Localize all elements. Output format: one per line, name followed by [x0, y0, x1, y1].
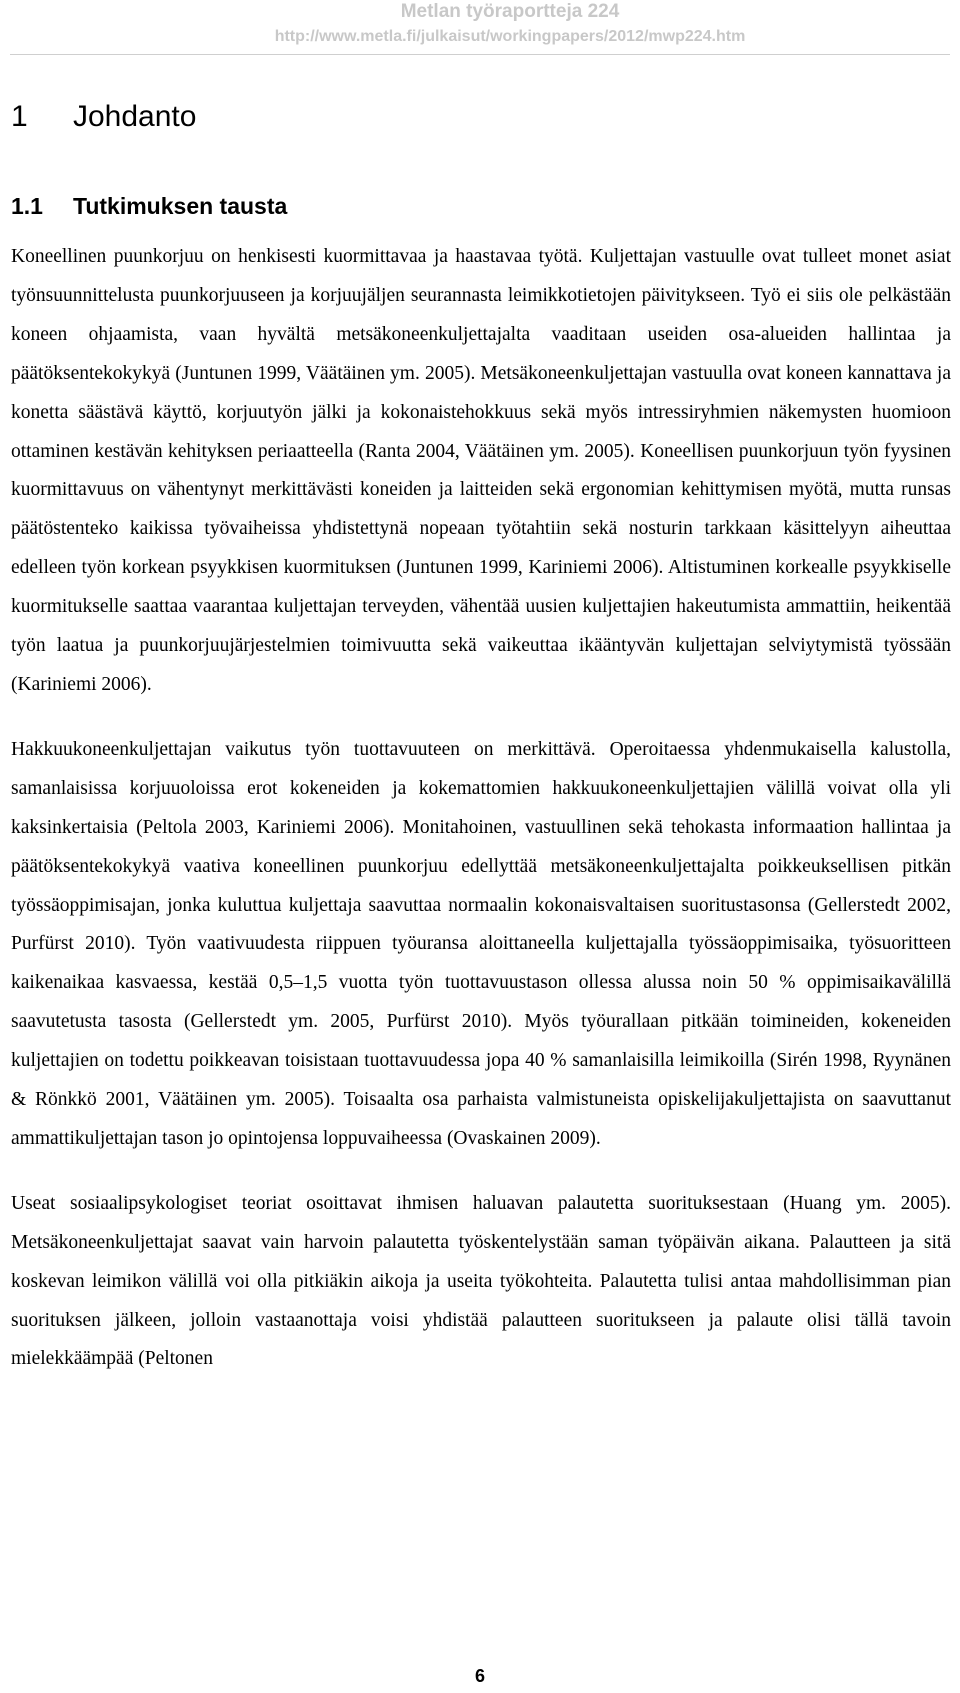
section-title: Tutkimuksen tausta	[73, 193, 288, 219]
series-title: Metlan työraportteja 224	[400, 1, 620, 22]
paragraph-2: Hakkuukoneenkuljettajan vaikutus työn tuottavuuteen on merkittävä. Operoitaessa yhdenmukaisella kalustolla, samanlaisissa korjuuoloissa erot kokeneiden ja kokemattomien hakkuukoneenkuljettajien välillä voivat olla yli kaksinkertaisia (Peltola 2003, Kariniemi 2006). Monitahoinen, vastuullinen sekä tehokasta informaation hallintaa ja päätöksentekokykyä vaativa koneellinen puunkorjuu edellyttää metsäkoneenkuljettajalta poikkeuksellisen pitkän työssäoppimisajan, jonka kuluttua kuljettaja saavuttaa normaalin kokonaisvaltaisen suoritustasonsa (Gellerstedt 2002, Purfürst 2010). Työn vaativuudesta riippuen työuransa aloittaneella kuljettajalla työssäoppimisaika, työsuoritteen kaikenaikaa kasvaessa, kestää 0,5–1,5 vuotta työn tuottavuustason ollessa alussa noin 50 % oppimisaikavälillä saavutetusta tasosta (Gellerstedt ym. 2005, Purfürst 2010). Myös työurallaan pitkään toimineiden, kokeneiden kuljettajien on todettu poikkeavan toisistaan tuottavuudessa jopa 40 % samanlaisilla leimikoilla (Sirén 1998, Ryynänen & Rönkkö 2001, Väätäinen ym. 2005). Toisaalta osa parhaista valmistuneista opiskelijakuljettajista on saavuttanut ammattikuljettajan tason jo opintojensa loppuvaiheessa (Ovaskainen 2009).	[11, 738, 951, 1149]
page-header	[0, 0, 960, 45]
paragraph-3: Useat sosiaalipsykologiset teoriat osoittavat ihmisen haluavan palautetta suorituksestaan (Huang ym. 2005). Metsäkoneenkuljettajat saavat vain harvoin palautetta työskentelystään saman työpäivän aikana. Palautteen ja sitä koskevan leimikon välillä voi olla pitkiäkin aikoja ja useita työkohteita. Palautetta tulisi antaa mahdollisimman pian suorituksen jälkeen, jolloin vastaanottaja voisi yhdistää palautteen suoritukseen ja palaute olisi tällä tavoin mielekkäämpää (Peltonen	[11, 1192, 951, 1370]
chapter-number: 1	[11, 100, 28, 133]
chapter-title: Johdanto	[73, 100, 197, 133]
series-url[interactable]: http://www.metla.fi/julkaisut/workingpapers/2012/mwp224.htm	[274, 28, 746, 45]
body-text	[11, 238, 951, 1379]
section-number: 1.1	[11, 193, 43, 219]
header-divider	[10, 54, 950, 55]
paragraph-1: Koneellinen puunkorjuu on henkisesti kuormittavaa ja haastavaa työtä. Kuljettajan vastuulle ovat tulleet monet asiat työnsuunnittelusta puunkorjuuseen ja korjuujäljen seurannasta leimikkotietojen päivitykseen. Työ ei siis ole pelkästään koneen ohjaamista, vaan hyvältä metsäkoneenkuljettajalta vaaditaan useiden osa-alueiden hallintaa ja päätöksentekokykyä (Juntunen 1999, Väätäinen ym. 2005). Metsäkoneenkuljettajan vastuulla ovat koneen kannattava ja konetta säästävä käyttö, korjuutyön jälki ja kokonaistehokkuus sekä myös intressiryhmien näkemysten huomioon ottaminen kestävän kehityksen periaatteella (Ranta 2004, Väätäinen ym. 2005). Koneellisen puunkorjuun työn fyysinen kuormittavuus on vähentynyt merkittävästi koneiden ja laitteiden sekä ergonomian kehittymisen myötä, mutta runsas päätöstenteko kaikissa työvaiheissa yhdistettynä nopeaan työtahtiin sekä nosturin tarkkaan käsittelyyn aiheuttaa edelleen työn korkean psyykkisen kuormituksen (Juntunen 1999, Kariniemi 2006). Altistuminen korkealle psyykkiselle kuormitukselle saattaa vaarantaa kuljettajan terveyden, vähentää uusien kuljettajien hakeutumista ammattiin, heikentää työn laatua ja puunkorjuujärjestelmien toimivuutta sekä vaikeuttaa ikääntyvän kuljettajan selviytymistä työssään (Kariniemi 2006).	[11, 246, 951, 695]
page-number: 6	[474, 1666, 485, 1686]
chapter-heading	[11, 100, 196, 134]
section-heading	[11, 193, 287, 220]
